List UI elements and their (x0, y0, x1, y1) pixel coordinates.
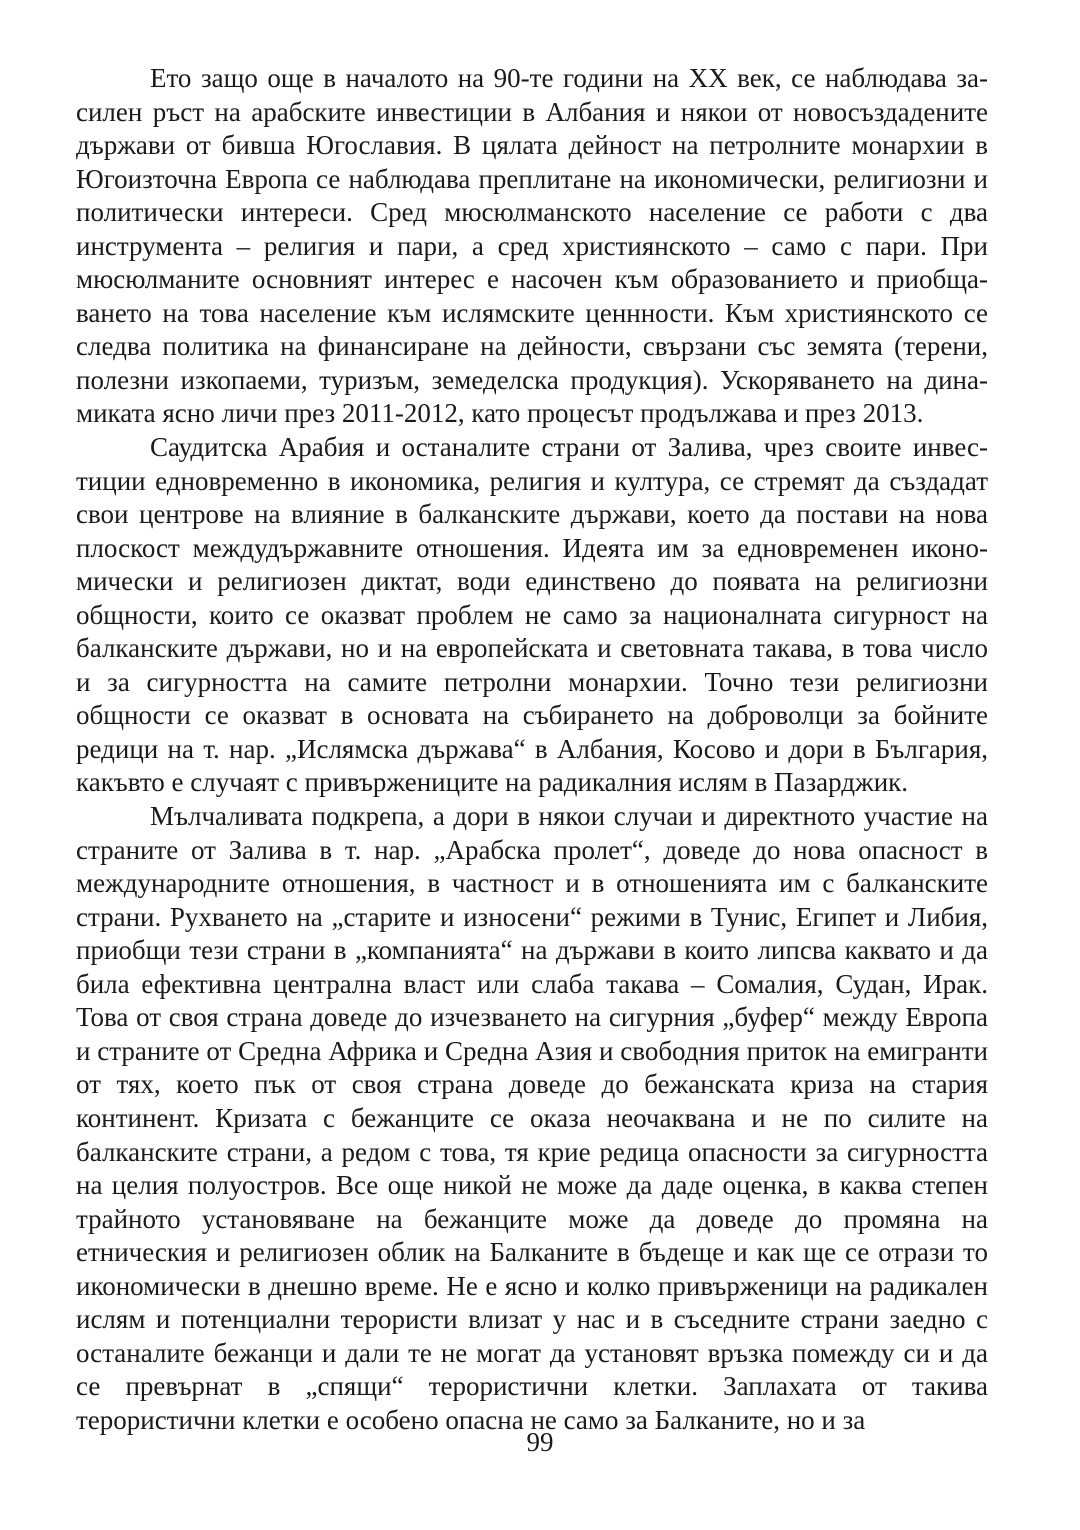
paragraph-2: Саудитска Арабия и останалите страни от Залива, чрез своите инвестиции едновременно в икономика, религия и култура, се стремят да създадат свои центрове на влияние в балканските държави, което да постави на нова плоскост междудържавните отношения. Идеята им за едновременен икономически и религиозен диктат, води единствено до появата на религиозни общности, които се оказват проблем не само за националната сигурност на балканските държави, но и на европейската и световната такава, в това число и за сигурността на самите петролни монархии. Точно тези религиозни общности се оказват в основата на събирането на доброволци за бойните редици на т. нар. „Ислямска държава“ в Албания, Косово и дори в България, какъвто е случаят с привържениците на радикалния ислям в Пазарджик. (76, 432, 988, 798)
paragraph-1: Ето защо още в началото на 90-те години на XX век, се наблюдава засилен ръст на арабските инвестиции в Албания и някои от новосъздадените държави от бивша Югославия. В цялата дейност на петролните монархии в Югоизточна Европа се наблюдава преплитане на икономически, религиозни и политически интереси. Сред мюсюлманското население се работи с два инструмента – религия и пари, а сред християнското – само с пари. При мюсюлманите основният интерес е насочен към образованието и приобщаването на това население към ислямските ценнности. Към християнското се следва политика на финансиране на дейности, свързани със земята (терени, полезни изкопаеми, туризъм, земеделска продукция). Ускоряването на динамиката ясно личи през 2011-2012, като процесът продължава и през 2013. (76, 63, 988, 429)
page-body (76, 62, 988, 1437)
page-number: 99 (526, 1427, 554, 1457)
paragraph-3: Мълчаливата подкрепа, а дори в някои случаи и директното участие на страните от Залива в т. нар. „Арабска пролет“, доведе до нова опасност в международните отношения, в частност и в отношенията им с балканските страни. Рухването на „старите и износени“ режими в Тунис, Египет и Либия, приобщи тези страни в „компанията“ на държави в които липсва каквато и да била ефективна централна власт или слаба такава – Сомалия, Судан, Ирак. Това от своя страна доведе до изчезването на сигурния „буфер“ между Европа и страните от Средна Африка и Средна Азия и свободния приток на емигранти от тях, което пък от своя страна доведе до бежанската криза на стария континент. Кризата с бежанците се оказа неочаквана и не по силите на балканските страни, а редом с това, тя крие редица опасности за сигурността на целия полуостров. Все още никой не може да даде оценка, в каква степен трайното установяване на бежанците може да доведе до промяна на етническия и религиозен облик на Балканите в бъдеще и как ще се отрази то икономически в днешно време. Не е ясно и колко привърженици на радикален ислям и потенциални терористи влизат у нас и в съседните страни заедно с останалите бежанци и дали те не могат да установят връзка помежду си и да се превърнат в „спящи“ терористични клетки. Заплахата от такива терористични клетки е особено опасна не само за Балканите, но и за (76, 801, 988, 1435)
